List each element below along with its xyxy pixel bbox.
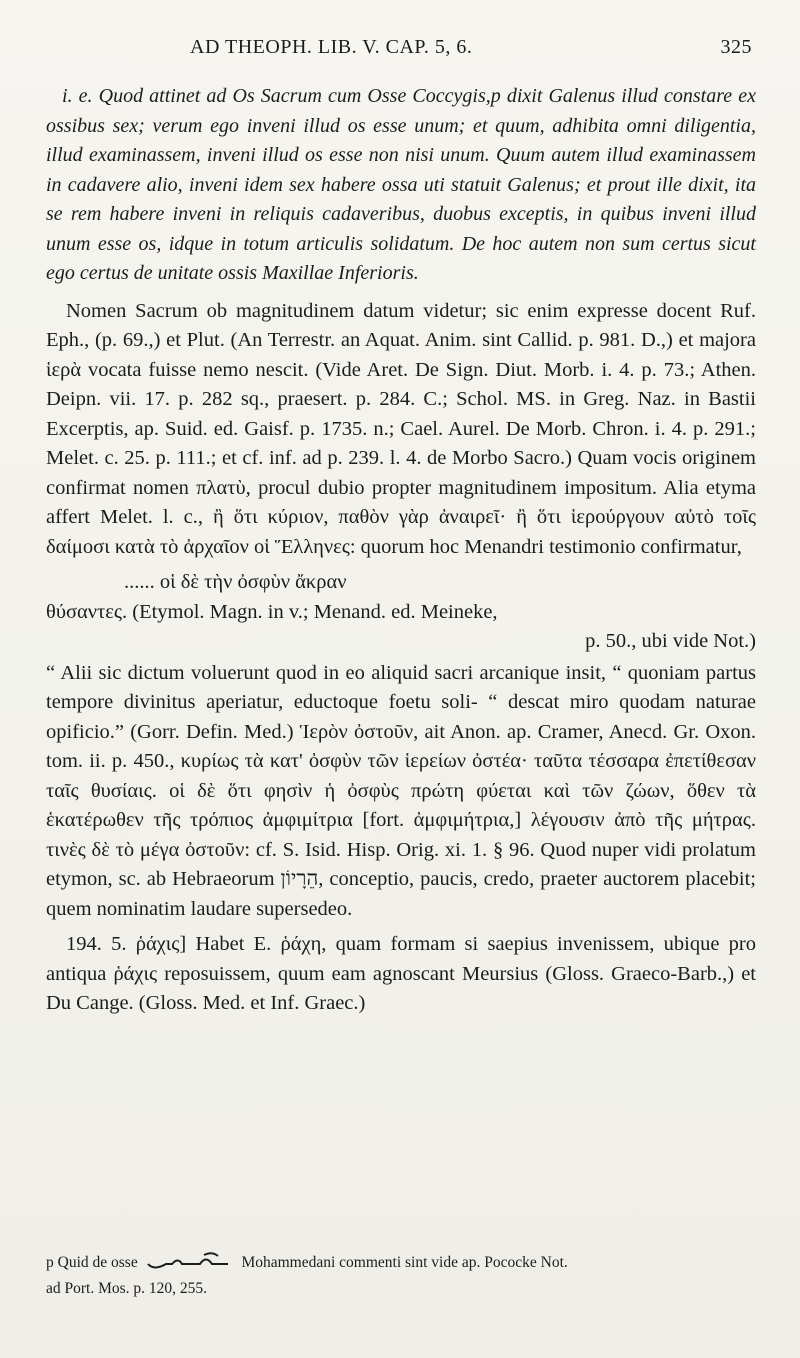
quote-line-3: p. 50., ubi vide Not.) (585, 630, 756, 652)
running-header (190, 36, 752, 59)
paragraph-2: Nomen Sacrum ob magnitudinem datum videtur; sic enim expresse docent Ruf. Eph., (p. 69.,) et Plut. (An Terrestr. an Aquat. Anim. sint Callid. p. 981. D.,) et majora ἱερὰ vocata fuisse nemo nescit. (Vide Aret. De Sign. Diut. Morb. i. 4. p. 73.; Athen. Deipn. vii. 17. p. 282 sq., praesert. p. 284. C.; Schol. MS. in Greg. Naz. in Bastii Excerptis, ap. Suid. ed. Gaisf. p. 1735. n.; Cael. Aurel. De Morb. Chron. i. 4. p. 291.; Melet. c. 25. p. 111.; et cf. inf. ad p. 239. l. 4. de Morbo Sacro.) Quam vocis originem confirmat nomen πλατὺ, procul dubio propter magnitudinem impositum. Alia etyma affert Melet. l. c., ἢ ὅτι κύριον, παθὸν γὰρ ἀναιρεῖ· ἢ ὅτι ἱερούργουν αὐτὸ τοῖς δαίμοσι κατὰ τὸ ἀρχαῖον οἱ Ἕλληνες: quorum hoc Menandri testimonio confirmatur, (46, 299, 756, 558)
running-title: AD THEOPH. LIB. V. CAP. 5, 6. (190, 36, 473, 58)
footnote-text-after: Mohammedani commenti sint vide ap. Pococke Not. (241, 1254, 568, 1271)
footnote-line-2: ad Port. Mos. p. 120, 255. (46, 1280, 208, 1297)
footnote-line-1 (46, 1250, 760, 1276)
quote-line-2: θύσαντες. (Etymol. Magn. in v.; Menand. ed. Meineke, (46, 600, 498, 623)
verse-quote (46, 568, 756, 657)
main-text (46, 82, 756, 1025)
paragraph-4: 194. 5. ῥάχις] Habet E. ῥάχη, quam formam si saepius invenissem, ubique pro antiqua ῥάχις reposuissem, quum eam agnoscant Meursius (Gloss. Graeco-Barb.,) et Du Cange. (Gloss. Med. et Inf. Graec.) (46, 933, 756, 1014)
footnote (46, 1250, 760, 1302)
arabic-script-icon (142, 1251, 238, 1271)
paragraph-3: “ Alii sic dictum voluerunt quod in eo aliquid sacri arcanique insit, “ quoniam partus tempore divinitus aperiatur, eductoque foetu soli- “ descat miro quodam naturae opificio.” (Gorr. Defin. Med.) Ἱερὸν ὀστοῦν, ait Anon. ap. Cramer, Anecd. Gr. Oxon. tom. ii. p. 450., κυρίως τὰ κατ' ὀσφὺν τῶν ἱερείων ὀστέα· ταῦτα τέσσαρα ἐπετίθεσαν ταῖς θυσίαις. οἱ δὲ ὅτι φησὶν ἡ ὀσφὺς πρώτη φύεται καὶ τῶν ζώων, ὅθεν τὰ ἑκατέρωθεν τῆς τρόπιος ἀμφιμίτρια [fort. ἀμφιμήτρια,] λέγουσιν ἀπὸ τῆς μήτρας. τινὲς δὲ τὸ μέγα ὀστοῦν: cf. S. Isid. Hisp. Orig. xi. 1. § 96. Quod nuper vidi prolatum etymon, sc. ab Hebraeorum הֵרָיוֹן, conceptio, paucis, credo, praeter auctorem placebit; quem nominatim laudare supersedeo. (46, 661, 756, 920)
page-number: 325 (720, 36, 752, 58)
footnote-marker: p (46, 1254, 54, 1271)
quote-line-1: ...... οἱ δὲ τὴν ὀσφὺν ἄκραν (124, 571, 347, 593)
footnote-text-before: Quid de osse (57, 1254, 138, 1271)
paragraph-1: i. e. Quod attinet ad Os Sacrum cum Osse Coccygis,p dixit Galenus illud constare ex ossibus sex; verum ego inveni illud os esse unum; et quum, adhibita omni diligentia, illud examinassem, inveni illud os esse non nisi unum. Quum autem illud examinassem in cadavere alio, inveni idem sex habere ossa uti statuit Galenus; et prout ille dixit, ita se rem habere inveni in reliquis cadaveribus, duobus exceptis, in quibus inveni illud unum esse os, idque in totum articulis solidatum. De hoc autem non sum certus sicut ego certus de unitate ossis Maxillae Inferioris. (46, 85, 756, 284)
